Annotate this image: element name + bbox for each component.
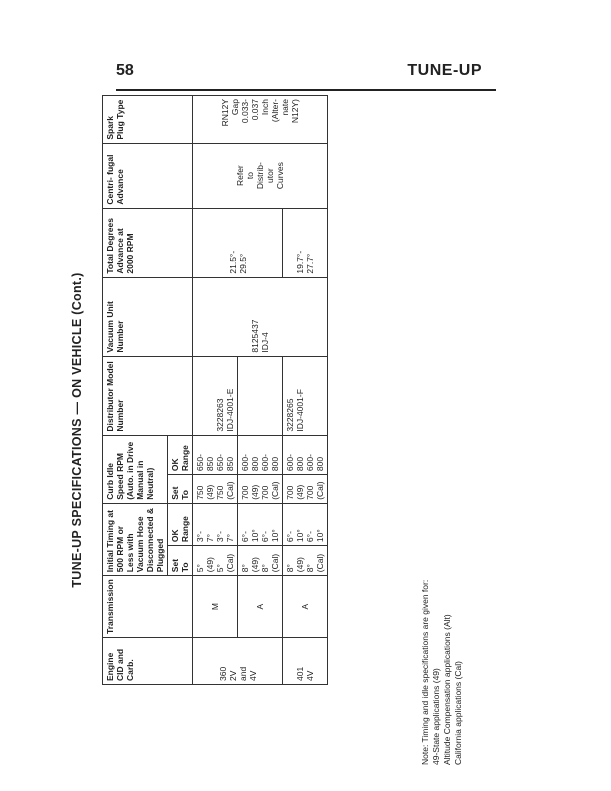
col-timing: Initial Timing at 500 RPM or Less with Vacuum Hose Disconnected & Plugged — [103, 503, 168, 575]
col-transmission: Transmission — [103, 576, 193, 638]
idle-set-cell: 700 (49) 700 (Cal) — [283, 475, 328, 504]
vacuum-cell: 8125437 IDJ-4 — [193, 277, 328, 356]
centrifugal-cell: Refer to Distrib- utor Curves — [193, 143, 328, 208]
timing-set-cell: 8° (49) 8° (Cal) — [238, 546, 283, 576]
advance-cell: 19.7°- 27.7° — [283, 208, 328, 277]
header-rule — [116, 89, 496, 91]
idle-ok-cell: 600- 800 600- 800 — [238, 435, 283, 474]
timing-ok-cell: 3°- 7° 3°- 7° — [193, 503, 238, 545]
col-centrifugal: Centri- fugal Advance — [103, 143, 193, 208]
page-header — [116, 60, 496, 90]
col-advance: Total Degrees Advance at 2000 RPM — [103, 208, 193, 277]
note-line: 49-State applications (49) — [431, 668, 441, 765]
idle-set-cell: 700 (49) 700 (Cal) — [238, 475, 283, 504]
col-distributor: Distributor Model Number — [103, 356, 193, 435]
advance-cell: 21.5°- 29.5° — [193, 208, 283, 277]
idle-ok-cell: 600- 800 600- 800 — [283, 435, 328, 474]
timing-ok-cell: 6°- 10° 6°- 10° — [283, 503, 328, 545]
col-idle: Curb Idle Speed RPM (Auto. in Drive Manual in Neutral) — [103, 435, 168, 503]
col-spark: Spark Plug Type — [103, 96, 193, 144]
distributor-cell-blank — [238, 356, 283, 435]
notes — [420, 580, 464, 765]
timing-set-header: Set To — [168, 546, 193, 576]
timing-ok-cell: 6°- 10° 6°- 10° — [238, 503, 283, 545]
idle-ok-header: OK Range — [168, 435, 193, 474]
distributor-cell: 3228263 IDJ-4001-E — [193, 356, 238, 435]
idle-ok-cell: 650- 850 650- 850 — [193, 435, 238, 474]
rotated-content — [70, 95, 540, 765]
timing-ok-header: OK Range — [168, 503, 193, 545]
table-title: TUNE-UP SPECIFICATIONS — ON VEHICLE (Cont.) — [70, 272, 84, 588]
timing-set-cell: 8° (49) 8° (Cal) — [283, 546, 328, 576]
col-engine: Engine CID and Carb. — [103, 638, 193, 685]
trans-cell: A — [238, 576, 283, 638]
idle-set-cell: 750 (49) 750 (Cal) — [193, 475, 238, 504]
timing-set-cell: 5° (49) 5° (Cal) — [193, 546, 238, 576]
spark-cell: RN12Y Gap 0.033- 0.037 Inch (Alter- nate N12Y) — [193, 96, 328, 144]
note-line: California applications (Cal) — [453, 661, 463, 765]
chapter-title: TUNE-UP — [407, 62, 482, 79]
page-number: 58 — [116, 62, 134, 79]
distributor-cell: 3228265 IDJ-4001-F — [283, 356, 328, 435]
trans-cell: M — [193, 576, 238, 638]
spec-table — [102, 95, 328, 685]
engine-cell: 401 4V — [283, 638, 328, 685]
col-vacuum: Vacuum Unit Number — [103, 277, 193, 356]
note-line: Altitude Compensation applications (Alt) — [442, 614, 452, 765]
idle-set-header: Set To — [168, 475, 193, 504]
note-line: Note: Timing and idle specifications are given for: — [420, 579, 430, 765]
trans-cell: A — [283, 576, 328, 638]
engine-cell: 360 2V and 4V — [193, 638, 283, 685]
